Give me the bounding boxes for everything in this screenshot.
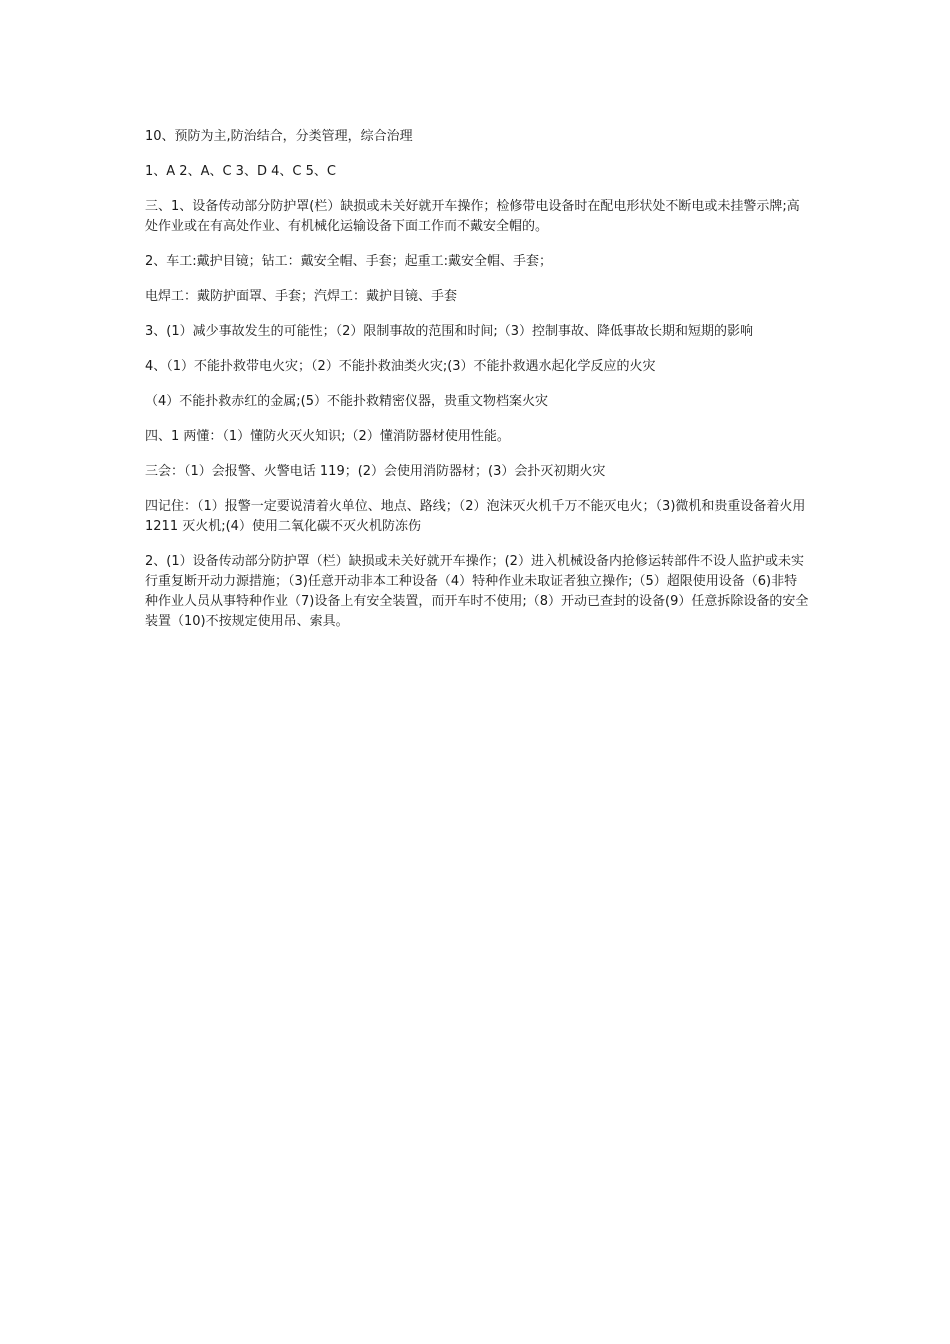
answer-paragraph-10: 三会：（1）会报警、火警电话 119；(2）会使用消防器材；(3）会扑灭初期火灾 (145, 464, 606, 479)
document-body (145, 127, 809, 647)
answer-paragraph-3: 三、1、设备传动部分防护罩(栏）缺损或未关好就开车操作；检修带电设备时在配电形状处不断电或未挂警示牌;高处作业或在有高处作业、有机械化运输设备下面工作而不戴安全帽的。 (145, 199, 800, 234)
answer-paragraph-5: 电焊工：戴防护面罩、手套；汽焊工：戴护目镜、手套 (145, 289, 458, 304)
answer-paragraph-11: 四记住：（1）报警一定要说清着火单位、地点、路线；（2）泡沫灭火机千万不能灭电火；（3)微机和贵重设备着火用 1211 灭火机;(4）使用二氧化碳不灭火机防冻伤 (145, 499, 806, 534)
answer-paragraph-8: （4）不能扑救赤红的金属;(5）不能扑救精密仪器，贵重文物档案火灾 (145, 394, 548, 409)
answer-paragraph-9: 四、1 两懂：（1）懂防火灭火知识;（2）懂消防器材使用性能。 (145, 429, 510, 444)
answer-paragraph-6: 3、(1）减少事故发生的可能性；（2）限制事故的范围和时间;（3）控制事故、降低事故长期和短期的影响 (145, 324, 754, 339)
answer-paragraph-12: 2、(1）设备传动部分防护罩（栏）缺损或未关好就开车操作；(2）进入机械设备内抢修运转部件不设人监护或未实行重复断开动力源措施；（3)任意开动非本工种设备（4）特种作业未取证者独立操作;（5）超限使用设备（6)非特种作业人员从事特种作业（7)设备上有安全装置，而开车时不使用;（8）开动已查封的设备(9）任意拆除设备的安全装置（10)不按规定使用吊、索具。 (145, 554, 809, 629)
answer-paragraph-7: 4、（1）不能扑救带电火灾；（2）不能扑救油类火灾;(3）不能扑救遇水起化学反应的火灾 (145, 359, 656, 374)
answer-paragraph-4: 2、车工:戴护目镜；钻工：戴安全帽、手套；起重工:戴安全帽、手套； (145, 254, 553, 269)
answer-paragraph-2: 1、A 2、A、C 3、D 4、C 5、C (145, 164, 336, 179)
answer-paragraph-1: 10、预防为主,防治结合，分类管理，综合治理 (145, 129, 413, 144)
